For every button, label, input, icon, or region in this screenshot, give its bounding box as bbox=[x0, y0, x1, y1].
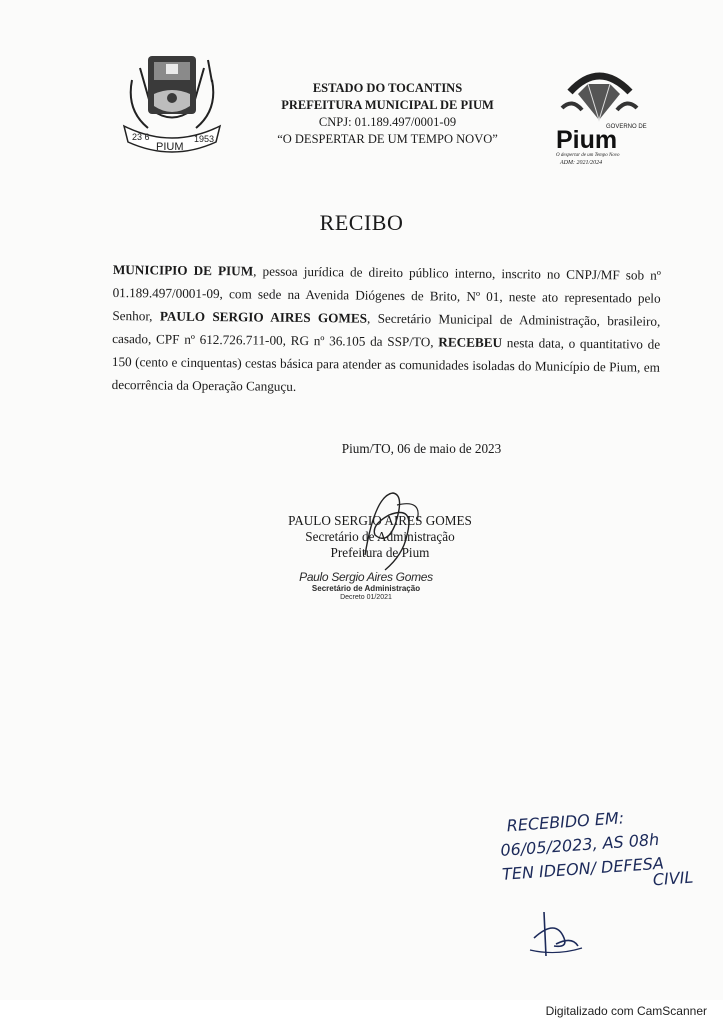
note-line-1: RECEBIDO EM: bbox=[506, 808, 625, 836]
header-prefecture: PREFEITURA MUNICIPAL DE PIUM bbox=[281, 98, 494, 112]
crest-banner-right: 1953 bbox=[194, 134, 215, 144]
letterhead bbox=[260, 80, 515, 148]
note-line-3: TEN IDEON/ DEFESA bbox=[501, 853, 665, 884]
header-motto: “O DESPERTAR DE UM TEMPO NOVO” bbox=[277, 132, 498, 146]
stamp-decree: Decreto 01/2021 bbox=[340, 594, 392, 599]
signer-org: Prefeitura de Pium bbox=[330, 545, 430, 560]
handwritten-signature-icon bbox=[526, 908, 586, 963]
note-line-2: 06/05/2023, AS 08h bbox=[499, 829, 660, 860]
signer-name: PAULO SERGIO AIRES GOMES bbox=[288, 513, 472, 528]
logo-term: ADM: 2021/2024 bbox=[560, 160, 603, 166]
date-line: Pium/TO, 06 de maio de 2023 bbox=[341, 441, 502, 456]
footer-watermark: Digitalizado com CamScanner bbox=[545, 1004, 707, 1018]
body-part2: , Secretário Municipal de Administração, brasileiro, casado, CPF nº 612.726.711-00, RG nº 36.105 da SSP/TO, bbox=[112, 310, 661, 350]
body-received: RECEBEU bbox=[438, 334, 503, 351]
crest-banner-center: PIUM bbox=[156, 141, 184, 153]
signer-role: Secretário de Administração bbox=[305, 529, 455, 544]
stamp-name: Paulo Sergio Aires Gomes bbox=[299, 570, 433, 584]
signature-scribble-icon bbox=[345, 485, 435, 575]
pium-government-logo-icon bbox=[552, 58, 647, 170]
logo-tagline: O despertar de um Tempo Novo bbox=[556, 153, 620, 158]
official-stamp bbox=[296, 570, 436, 599]
logo-top-text: GOVERNO DE bbox=[606, 124, 647, 130]
body-representative: PAULO SERGIO AIRES GOMES bbox=[159, 308, 368, 326]
header-state: ESTADO DO TOCANTINS bbox=[312, 81, 463, 95]
document-title: RECIBO bbox=[319, 210, 404, 235]
crest-banner-left: 23 6 bbox=[132, 132, 150, 142]
note-line-4: CIVIL bbox=[652, 867, 694, 890]
logo-name: Pium bbox=[556, 126, 618, 154]
body-part3: nesta data, o quantitativo de 150 (cento e cinquentas) cestas básica para atender as comunidades isoladas do Município de Pium, em decorrência da Operação Canguçu. bbox=[111, 335, 661, 394]
header-cnpj: CNPJ: 01.189.497/0001-09 bbox=[318, 115, 457, 129]
body-part1: , pessoa jurídica de direito público interno, inscrito no CNPJ/MF sob nº 01.189.497/0001-09, com sede na Avenida Diógenes de Brito, Nº 01, neste ato representado pelo Senhor, bbox=[112, 263, 661, 324]
handwritten-note bbox=[498, 800, 719, 903]
stamp-role: Secretário de Administração bbox=[311, 584, 421, 593]
scanner-footer bbox=[0, 1000, 723, 1024]
receipt-body bbox=[112, 258, 661, 402]
municipal-coat-of-arms-icon bbox=[118, 50, 226, 160]
body-entity: MUNICIPIO DE PIUM bbox=[112, 261, 254, 279]
